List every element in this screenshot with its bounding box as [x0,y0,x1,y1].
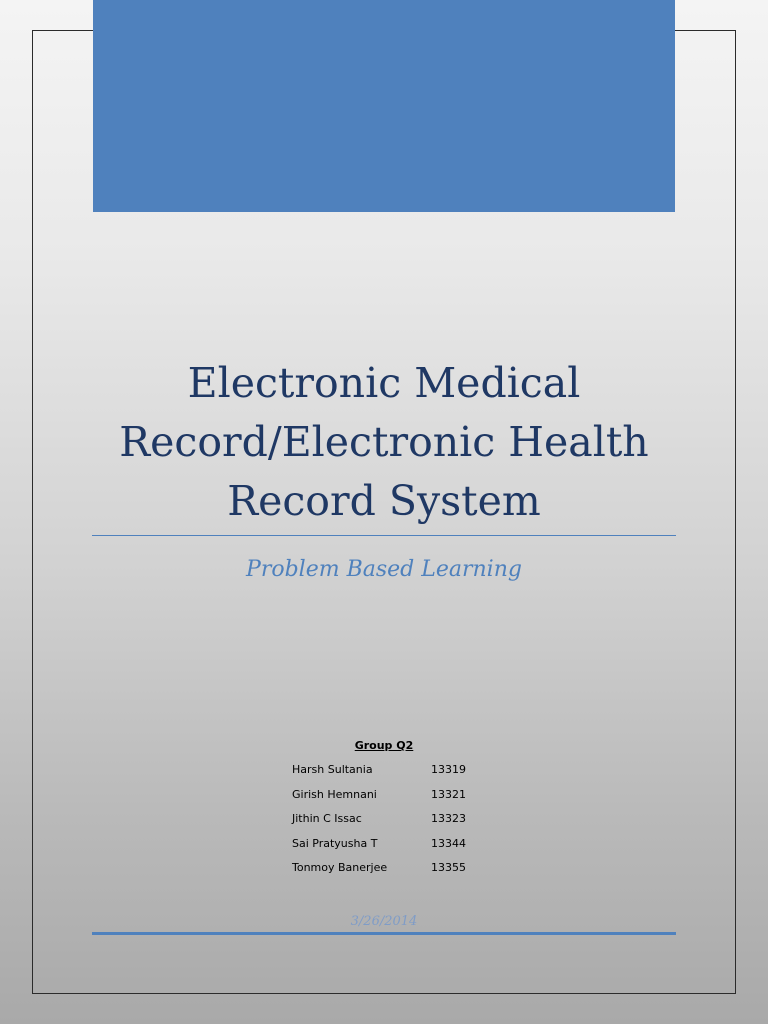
member-id: 13319 [431,763,466,776]
member-name: Tonmoy Banerjee [292,861,388,874]
member-id: 13355 [431,861,466,874]
document-date: 3/26/2014 [350,914,418,929]
member-row [92,860,676,885]
member-id: 13323 [431,812,466,825]
member-name: Sai Pratyusha T [292,836,378,850]
member-row [92,787,676,812]
document-title: Electronic Medical Record/Electronic Health Record System [119,359,649,525]
group-member-list [92,738,676,885]
member-name: Harsh Sultania [292,763,373,776]
header-color-block [93,0,675,212]
member-row [92,836,676,861]
member-id: 13321 [431,787,466,801]
footer-divider [92,932,676,935]
group-heading: Group Q2 [354,739,414,752]
title-divider [92,535,676,536]
member-name: Jithin C Issac [292,812,362,825]
member-row [92,811,676,836]
member-id: 13344 [431,836,466,850]
member-row [92,762,676,787]
document-subtitle: Problem Based Learning [246,557,522,582]
member-name: Girish Hemnani [292,787,377,801]
